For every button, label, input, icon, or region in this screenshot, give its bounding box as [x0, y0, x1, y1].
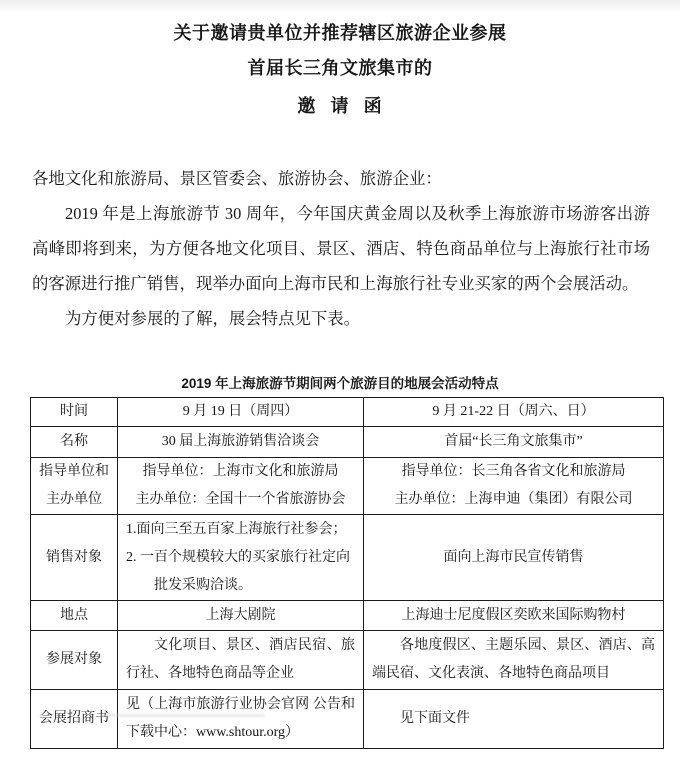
cell-sales-target-talks — [118, 515, 364, 601]
table-row-venue — [31, 601, 664, 631]
doc-title-line-3: 邀 请 函 — [297, 96, 383, 116]
doc-title-line-2: 首届长三角文旅集市的 — [247, 58, 433, 78]
exhibitors-market-text: 各地度假区、主题乐园、景区、酒店、高端民宿、文化表演、各地特色商品项目 — [372, 638, 655, 681]
row-header-organizers-line-1: 指导单位和 — [39, 464, 109, 479]
cell-organizers-talks-host: 主办单位：全国十一个省旅游协会 — [135, 492, 346, 507]
cell-venue-talks: 上海大剧院 — [118, 601, 364, 631]
table-row-organizers — [31, 458, 664, 515]
table-caption: 2019 年上海旅游节期间两个旅游目的地展会活动特点 — [181, 376, 499, 391]
letter-body — [0, 161, 680, 336]
cell-time-market: 9 月 21-22 日（周六、日） — [364, 398, 664, 427]
table-row-prospectus — [31, 690, 664, 749]
cell-organizers-talks — [118, 458, 364, 515]
table-row-sales-target — [31, 515, 664, 601]
prospectus-talks-text: 见（上海市旅游行业协会官网 公告和下载中心：www.shtour.org） — [126, 697, 355, 740]
row-header-organizers-line-2: 主办单位 — [46, 492, 102, 507]
scan-top-edge — [0, 0, 680, 12]
cell-sales-target-market: 面向上海市民宣传销售 — [364, 515, 664, 601]
cell-prospectus-market — [364, 690, 664, 749]
cell-organizers-talks-guide: 指导单位：上海市文化和旅游局 — [142, 464, 339, 479]
document-header — [0, 0, 680, 115]
row-header-organizers — [31, 458, 118, 515]
row-header-venue: 地点 — [31, 601, 118, 631]
sales-target-item-2: 2. 一百个规模较大的买家旅行社定向批发采购洽谈。 — [126, 549, 350, 593]
scan-artifact — [100, 714, 265, 717]
body-paragraph-1: 2019 年是上海旅游节 30 周年，今年国庆黄金周以及秋季上海旅游市场游客出游高峰即将到来，为方便各地文化项目、景区、酒店、特色商品单位与上海旅行社市场的客源进行推广销售，现举办面向上海市民和上海旅行社专业买家的两个会展活动。 — [32, 204, 650, 293]
cell-name-market: 首届“长三角文旅集市” — [364, 427, 664, 458]
cell-name-talks: 30 届上海旅游销售洽谈会 — [118, 427, 364, 458]
cell-organizers-market-guide: 指导单位：长三角各省文化和旅游局 — [401, 464, 626, 479]
row-header-sales-target: 销售对象 — [31, 515, 118, 601]
table-row-time — [31, 398, 664, 427]
prospectus-market-text: 见下面文件 — [400, 711, 470, 726]
row-header-exhibitors: 参展对象 — [31, 631, 118, 690]
cell-exhibitors-talks — [118, 631, 364, 690]
exhibitors-talks-text: 文化项目、景区、酒店民宿、旅行社、各地特色商品等企业 — [126, 638, 355, 681]
table-row-exhibitors — [31, 631, 664, 690]
cell-organizers-market — [364, 458, 664, 515]
cell-venue-market: 上海迪士尼度假区奕欧来国际购物村 — [364, 601, 664, 631]
cell-exhibitors-market — [364, 631, 664, 690]
cell-time-talks: 9 月 19 日（周四） — [118, 398, 364, 427]
row-header-time: 时间 — [31, 398, 118, 427]
body-paragraph-2: 为方便对参展的了解，展会特点见下表。 — [65, 309, 361, 328]
sales-target-item-1: 1.面向三至五百家上海旅行社参会； — [126, 521, 347, 537]
cell-organizers-market-host: 主办单位：上海申迪（集团）有限公司 — [394, 492, 633, 507]
salutation-line: 各地文化和旅游局、景区管委会、旅游协会、旅游企业： — [32, 169, 442, 188]
doc-title-line-1: 关于邀请贵单位并推荐辖区旅游企业参展 — [173, 23, 507, 43]
row-header-name: 名称 — [31, 427, 118, 458]
table-row-name — [31, 427, 664, 458]
cell-prospectus-talks — [118, 690, 364, 749]
exhibition-features-table — [30, 397, 664, 749]
row-header-prospectus: 会展招商书 — [31, 690, 118, 749]
